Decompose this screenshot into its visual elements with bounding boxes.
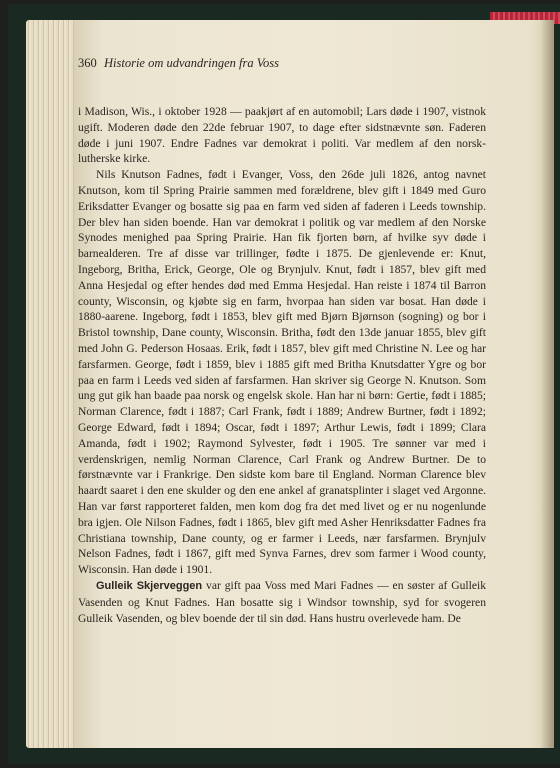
spine-shadow [540, 20, 554, 748]
paragraph-body: var gift paa Voss med Mari Fadnes — en søster af Gulleik Vasenden og Knut Fadnes. Han bosatte sig i Windsor township, syd for svogeren Gulleik Vasenden, og blev boende der til sin død. Hans hustru overlevede ham. De [78, 578, 486, 625]
paragraph: Nils Knutson Fadnes, født i Evanger, Voss, den 26de juli 1826, antog navnet Knutson, kom til Spring Prairie sammen med forældrene, blev gift i 1849 med Guro Eriksdatter Evanger og bosatte sig paa en farm ved siden af faderen i Leeds township. Der blev han siden boende. Han var demokrat i politik og var medlem af den Norske Synodes menighed paa Spring Prairie. Han fik fjorten børn, af hvilke syv døde i barnealderen. Tre af disse var trillinger, fødte i 1875. De gjenlevende er: Knut, Ingeborg, Britha, Erick, George, Ole og Brynjulv. Knut, født i 1857, blev gift med Anna Hesjedal og efter hendes død med Emma Hesjedal. Han reiste i 1874 til Barron county, Wisconsin, og kjøbte sig en farm, hvorpaa han siden var bosat. Han døde i 1880-aarene. Ingeborg, født i 1853, blev gift med Bjørn Bjørnson (sogning) og bor i Bristol township, Dane county, Wisconsin. Britha, født den 13de januar 1855, blev gift med John G. Pederson Hosaas. Erik, født i 1857, blev gift med Christine N. Lee og har farsfarmen. George, født i 1859, blev i 1885 gift med Britha Knutsdatter Ygre og bor paa en farm i Leeds ved siden af farsfarmen. Han skriver sig George N. Knutson. Som ung gut gik han baade paa norsk og engelsk skole. Han har ni børn: Gertie, født i 1885; Norman Clarence, født i 1887; Carl Frank, født i 1889; Andrew Burtner, født i 1892; George Edward, født i 1894; Oscar, født i 1897; Arthur Lewis, født i 1899; Clara Amanda, født i 1902; Raymond Sylvester, født i 1905. Tre sønner var med i verdenskrigen, nemlig Norman Clarence, Carl Frank og Andrew Burtner. De to førstnævnte var i Frankrige. Den sidste kom bare til England. Norman Clarence blev haardt saaret i den ene skulder og den ene ankel af granatsplinter i slaget ved Argonne. Han var først rapporteret falden, men kom dog fra det med livet og er nu nogenlunde bra igjen. Ole Nilson Fadnes, født i 1865, blev gift med Asher Henriksdatter Fadnes fra Christiana township, Dane county, og er farmer i Leeds, nær farsfarmen. Brynjulv Nelson Fadnes, født i 1867, gift med Synva Farnes, drev som farmer i Wood county, Wisconsin. Han døde i 1901. [78, 168, 486, 577]
paragraph [78, 578, 486, 626]
running-title: Historie om udvandringen fra Voss [104, 56, 279, 70]
paragraph-lead: Gulleik Skjerveggen [96, 579, 203, 592]
page-number: 360 [78, 56, 97, 70]
page-header [78, 56, 478, 76]
paragraph: i Madison, Wis., i oktober 1928 — paakjørt af en automobil; Lars døde i 1907, vistnok ugift. Moderen døde den 22de februar 1907, to dage efter sidstnævnte søn. Faderen døde i juni 1907. Endre Fadnes var demokrat i politi. Var medlem af den norsk-lutherske kirke. [78, 105, 486, 166]
page-edges [26, 20, 80, 748]
body-text [78, 104, 486, 626]
